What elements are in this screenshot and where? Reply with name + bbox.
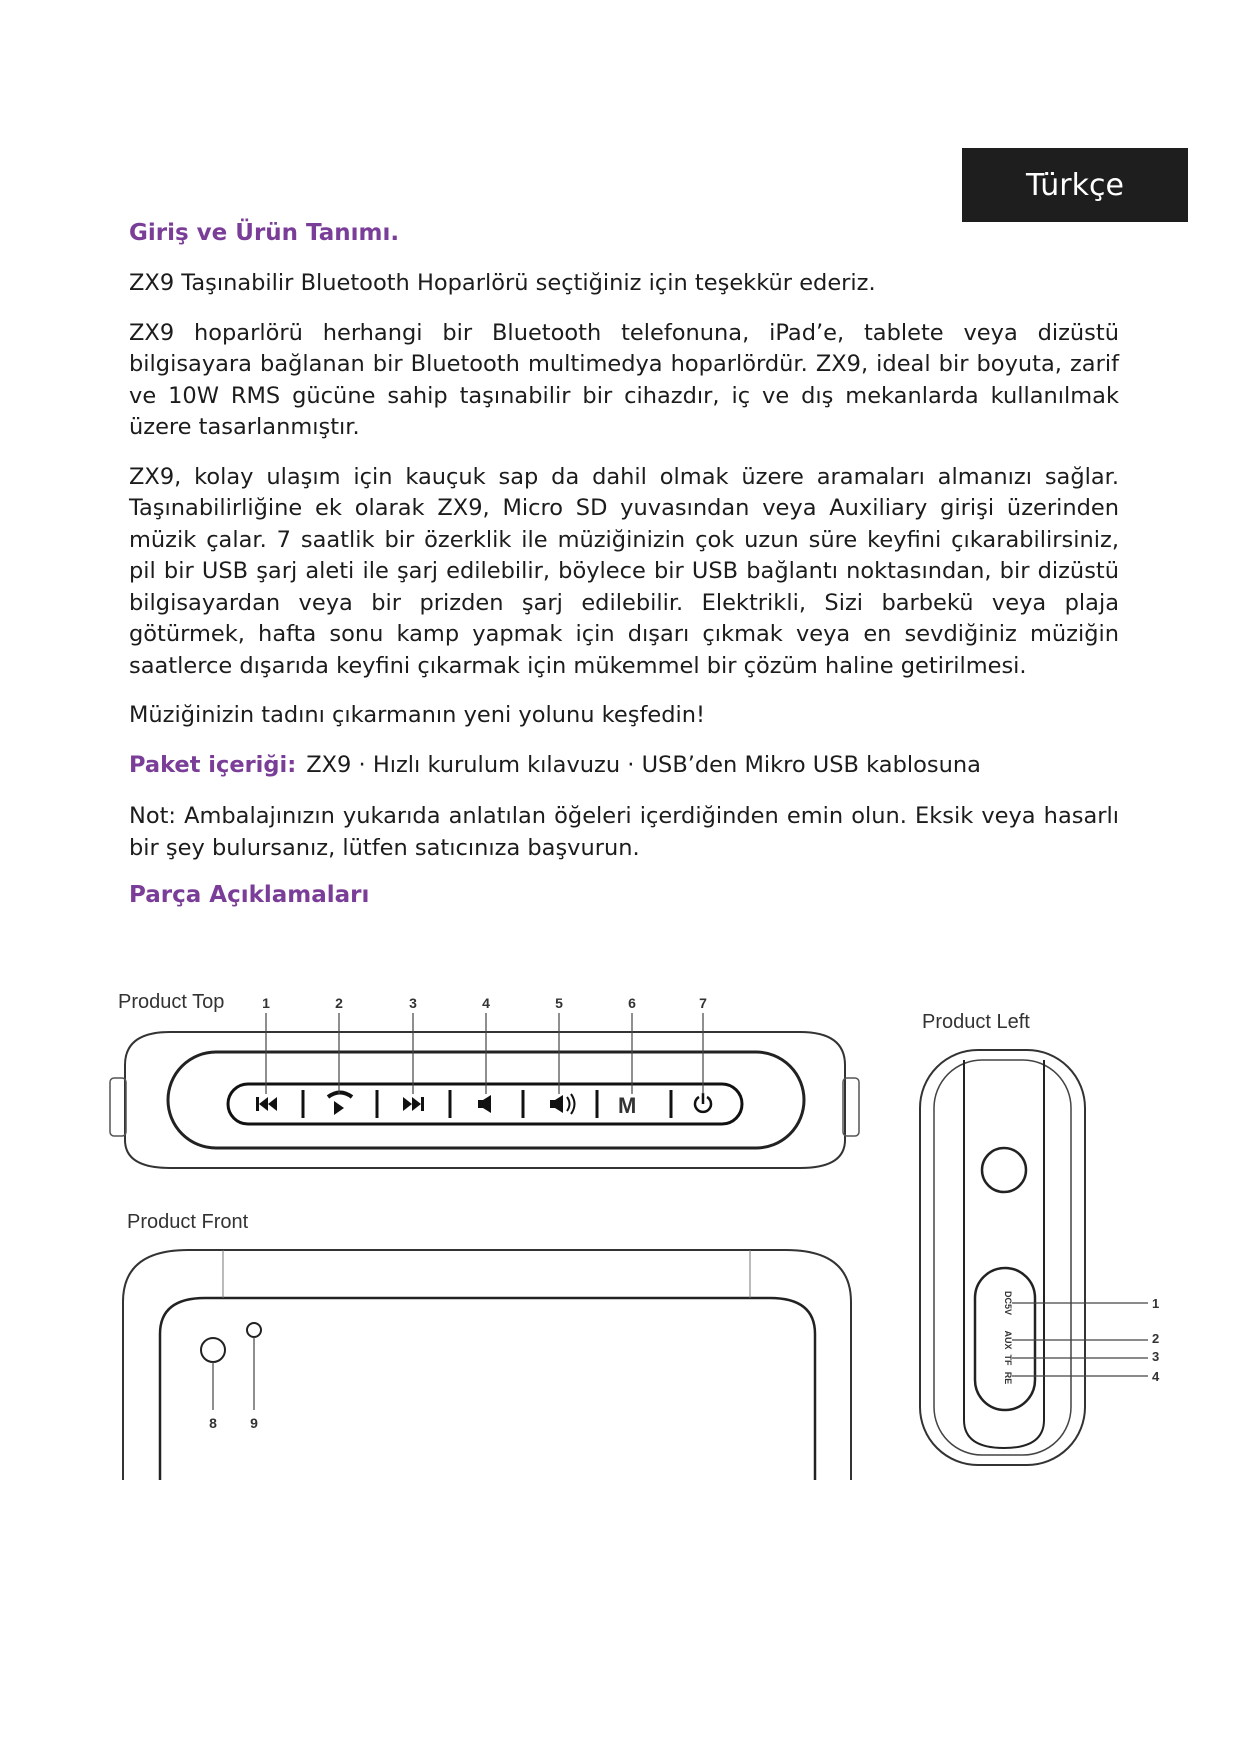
top-callout-7: 7 bbox=[699, 995, 707, 1011]
package-label: Paket içeriği: bbox=[129, 751, 297, 778]
discover-paragraph: Müziğinizin tadını çıkarmanın yeni yolunu keşfedin! bbox=[129, 702, 706, 728]
thanks-paragraph: ZX9 Taşınabilir Bluetooth Hoparlörü seçtiğiniz için teşekkür ederiz. bbox=[129, 270, 876, 296]
description-paragraph-2: ZX9, kolay ulaşım için kauçuk sap da dahil olmak üzere aramaları almanızı sağlar. Taşınabilirliğine ek olarak ZX9, Micro SD yuvasından veya Auxiliary girişi üzerinden müzik çalar. 7 saatlik bir özerklik ile müziğinizin çok uzun süre keyfini çıkarabilirsiniz, pil bir USB şarj aleti ile şarj edilebilir, böylece bir USB bağlantı noktasından, bir dizüstü bilgisayardan veya bir prizden şarj edilebilir. Elektrikli, Sizi barbekü veya plaja götürmek, hafta sonu kamp yapmak için dışarı çıkmak veya en sevdiğiniz müziğin saatlerce dışarıda keyfini çıkarmak için mükemmel bir çözüm haline getirilmesi. bbox=[129, 463, 1119, 679]
indicator-led bbox=[247, 1323, 261, 1337]
left-callout-3: 3 bbox=[1152, 1349, 1160, 1364]
intro-heading: Giriş ve Ürün Tanımı. bbox=[129, 220, 400, 246]
product-top-label: Product Top bbox=[118, 991, 225, 1013]
port-label-tf: TF bbox=[1003, 1354, 1013, 1366]
product-left-diagram bbox=[920, 1011, 1160, 1465]
port-label-dc: DC5V bbox=[1003, 1290, 1013, 1316]
next-track-icon bbox=[403, 1097, 412, 1111]
product-front-label: Product Front bbox=[127, 1211, 249, 1233]
indicator-ring bbox=[201, 1338, 225, 1362]
top-callout-4: 4 bbox=[482, 995, 490, 1011]
package-items: ZX9 · Hızlı kurulum kılavuzu · USB’den Mikro USB kablosuna bbox=[306, 751, 981, 778]
note-paragraph: Not: Ambalajınızın yukarıda anlatılan öğeleri içerdiğinden emin olun. Eksik veya hasarlı bir şey bulursanız, lütfen satıcınıza başvurun. bbox=[129, 803, 1119, 861]
product-left-label: Product Left bbox=[922, 1011, 1030, 1033]
front-callout-9: 9 bbox=[250, 1415, 258, 1431]
power-icon bbox=[695, 1093, 711, 1112]
product-front-diagram bbox=[123, 1211, 851, 1480]
product-top-diagram bbox=[110, 991, 859, 1168]
strap-anchor bbox=[982, 1148, 1026, 1192]
top-callout-6: 6 bbox=[628, 995, 636, 1011]
left-callout-2: 2 bbox=[1152, 1331, 1160, 1346]
parts-heading: Parça Açıklamaları bbox=[129, 882, 370, 908]
prev-track-icon bbox=[256, 1097, 259, 1111]
left-callout-4: 4 bbox=[1152, 1369, 1160, 1384]
top-callout-1: 1 bbox=[262, 995, 270, 1011]
front-callout-8: 8 bbox=[209, 1415, 217, 1431]
phone-play-icon bbox=[328, 1093, 352, 1116]
top-callout-2: 2 bbox=[335, 995, 343, 1011]
volume-down-icon bbox=[478, 1100, 483, 1108]
top-callout-5: 5 bbox=[555, 995, 563, 1011]
language-badge: Türkçe bbox=[962, 148, 1188, 222]
top-callout-3: 3 bbox=[409, 995, 417, 1011]
port-label-re: RE bbox=[1003, 1371, 1013, 1385]
volume-up-icon bbox=[550, 1100, 555, 1108]
description-paragraph-1: ZX9 hoparlörü herhangi bir Bluetooth telefonuna, iPad’e, tablete veya dizüstü bilgisayara bağlanan bir Bluetooth multimedya hoparlördür. ZX9, ideal bir boyuta, zarif ve 10W RMS gücüne sahip taşınabilir bir cihazdır, iç ve dış mekanlarda kullanılmak üzere tasarlanmıştır. bbox=[129, 319, 1119, 440]
mode-button-label: M bbox=[618, 1093, 637, 1118]
port-label-aux: AUX bbox=[1003, 1330, 1013, 1350]
left-callout-1: 1 bbox=[1152, 1296, 1160, 1311]
